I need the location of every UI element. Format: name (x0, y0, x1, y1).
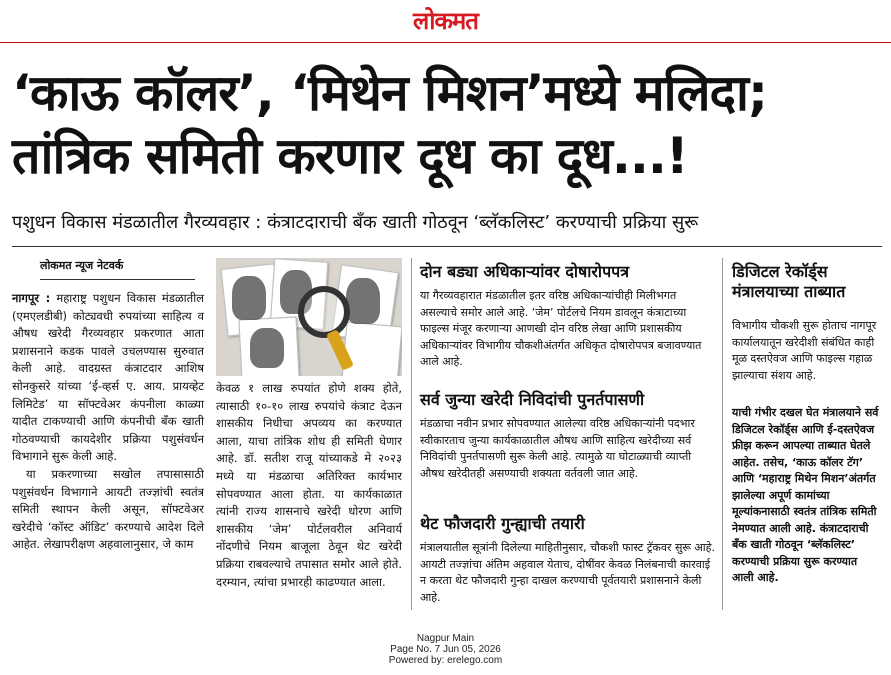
powered-by: Powered by: erelego.com (388, 655, 503, 666)
lokmat-logo: लोकमत (413, 7, 478, 35)
masthead (0, 0, 891, 43)
section-2-text: मंडळाचा नवीन प्रभार सोपवण्यात आलेल्या वरिष्ठ अधिकाऱ्यांनी पदभार स्वीकारताच जुन्या कार्यकाळातील औषध आणि साहित्य खरेदीच्या सर्व निविदांची पुनर्तपासणी सुरू केली आहे. त्यामुळे या घोटाळ्याची व्याप्ती औषध खरेदीतही असण्याची शक्यता वर्तवली जात आहे. (420, 417, 695, 480)
paragraph-1: महाराष्ट्र पशुधन विकास मंडळातील (एमएलडीबी) कोट्यवधी रुपयांच्या साहित्य व औषध खरेदी गैरव्यवहार प्रकरणात आता प्रशासनाने कडक पावले उचलण्यास सुरुवात केली आहे. वादग्रस्त कंत्राटदार आशिष सोनकुसरे यांच्या ‘ई-व्हर्स ए. आय. प्रायव्हेट लिमिटेड’ या सॉफ्टवेअर कंपनीला काळ्या यादीत टाकण्याची आणि कंपनीची बँक खाती गोठवण्याची कायदेशीर प्रक्रिया पशुसंवर्धन विभागाने सुरू केली आहे. (12, 291, 204, 464)
dateline: नागपूर : (12, 291, 51, 305)
section-3-text: मंत्रालयातील सूत्रांनी दिलेल्या माहितीनुसार, चौकशी फास्ट ट्रॅकवर सुरू आहे. आयटी तज्ज्ञांचा अंतिम अहवाल येताच, दोषींवर केवळ निलंबनाची कारवाई न करता थेट फौजदारी गुन्हा दाखल करण्याची पूर्वतयारी प्रशासनाने केली आहे. (420, 541, 716, 604)
magnifier-icon (298, 286, 350, 338)
section-2-heading: सर्व जुन्या खरेदी निविदांची पुनर्तपासणी (420, 390, 645, 409)
edition-label: Nagpur Main (416, 633, 475, 644)
sidebar-paragraph-1: विभागीय चौकशी सुरू होताच नागपूर कार्यालयातून खरेदीशी संबंधित काही मूळ दस्तऐवज आणि फाइल्स गहाळ झाल्याचा संशय आहे. (732, 319, 877, 382)
sidebar-paragraph-2: याची गंभीर दखल घेत मंत्रालयाने सर्व डिजिटल रेकॉर्ड्स आणि ई-दस्तऐवज फ्रीझ करून आपल्या ताब्यात घेतले आहेत. तसेच, ‘काऊ कॉलर टॅग’ आणि ‘महाराष्ट्र मिथेन मिशन’अंतर्गत झालेल्या अपूर्ण कामांच्या मूल्यांकनासाठी स्वतंत्र तांत्रिक समिती नेमण्यात आली आहे. कंत्राटदाराची बँक खाती गोठवून ‘ब्लॅकलिस्ट’ करण्याची प्रक्रिया सुरू करण्यात आली आहे. (732, 406, 879, 584)
page-info: Page No. 7 Jun 05, 2026 (390, 644, 501, 655)
section-1-heading: दोन बड्या अधिकाऱ्यांवर दोषारोपपत्र (420, 262, 630, 281)
byline: लोकमत न्यूज नेटवर्क (40, 258, 195, 280)
section-1-text: या गैरव्यवहारात मंडळातील इतर वरिष्ठ अधिकाऱ्यांचीही मिलीभगत असल्याचे समोर आले आहे. ‘जेम’ पोर्टलचे नियम डावलून कंत्राटाच्या फाइल्स मंजूर करणाऱ्या आणखी दोन वरिष्ठ लेखा आणि प्रशासकीय अधिकाऱ्यांवर विभागीय चौकशीअंतर्गत अधिकृत दोषारोपपत्र बजावण्यात आले आहे. (420, 289, 702, 368)
paragraph-2: या प्रकरणाच्या सखोल तपासासाठी पशुसंवर्धन विभागाने आयटी तज्ज्ञांची स्वतंत्र समिती स्थापन केली असून, सॉफ्टवेअर खरेदीचे ‘कॉस्ट ऑडिट’ करण्याचे आदेश दिले आहेत. लेखापरीक्षण अहवालानुसार, जे काम (12, 466, 204, 552)
article-column-2: केवळ १ लाख रुपयांत होणे शक्य होते, त्यासाठी १०-१० लाख रुपयांचे कंत्राट देऊन शासकीय निधीचा अपव्यय का करण्यात आला, याचा तांत्रिक शोध ही समिती घेणार आहे. डॉ. सतीश राजू यांच्याकडे मे २०२३ मध्ये या मंडळाचा अतिरिक्त कार्यभार सोपवण्यात आला होता. या कार्यकाळात त्यांनी राज्य शासनाचे खरेदी धोरण आणि शासकीय ‘जेम’ पोर्टलवरील अनिवार्य नोंदणीचे नियम बाजूला ठेवून थेट खरेदी प्रक्रिया राबवल्याचे तपासात समोर आले होते. दरम्यान, त्यांचा प्रभारही काढण्यात आला. (216, 381, 402, 589)
article-column-1 (12, 290, 204, 554)
sidebar-heading: डिजिटल रेकॉर्ड्स मंत्रालयाच्या ताब्यात (732, 262, 846, 301)
headline: ‘काऊ कॉलर’, ‘मिथेन मिशन’मध्ये मलिदा; तांत्रिक समिती करणार दूध का दूध...! (12, 64, 767, 185)
fingerprint-photo (216, 258, 402, 376)
section-3-heading: थेट फौजदारी गुन्ह्याची तयारी (420, 514, 585, 533)
page-footer (0, 633, 891, 666)
strapline: पशुधन विकास मंडळातील गैरव्यवहार : कंत्राटदाराची बँक खाती गोठवून ‘ब्लॅकलिस्ट’ करण्याची प्रक्रिया सुरू (12, 210, 882, 247)
